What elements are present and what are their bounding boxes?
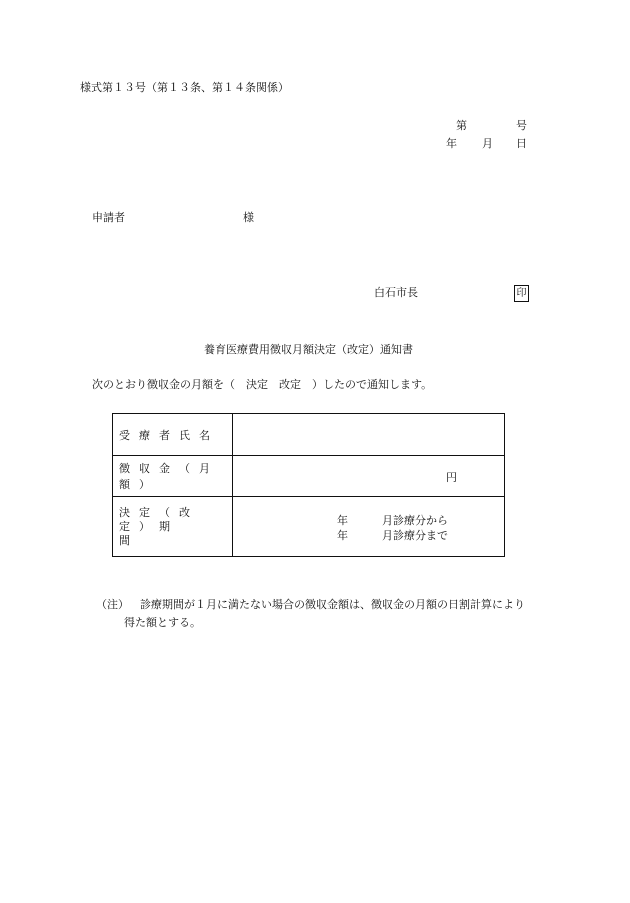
note-line2: 得た額とする。 <box>124 616 201 629</box>
doc-number-go: 号 <box>516 119 527 132</box>
amount-label <box>113 456 233 497</box>
period-to-text: 月診療分まで <box>382 529 448 542</box>
amount-label-text: 徴収金（月額） <box>119 462 219 491</box>
doc-number-dai: 第 <box>456 119 467 132</box>
note-line1: 診療期間が１月に満たない場合の徴収金額は、徴収金の月額の日割計算により <box>140 598 525 611</box>
table-row-period <box>113 497 505 557</box>
recipient-name-label <box>113 414 233 456</box>
applicant-honorific: 様 <box>243 211 254 224</box>
period-label-line1: 決定（改定）期 <box>119 505 199 533</box>
period-value <box>233 497 505 557</box>
details-table <box>112 413 505 557</box>
applicant-label: 申請者 <box>92 211 125 224</box>
form-number: 様式第１３号（第１３条、第１４条関係） <box>80 81 289 94</box>
note-marker: （注） <box>96 598 129 611</box>
period-from-text: 月診療分から <box>382 514 448 527</box>
seal-stamp: 印 <box>514 285 529 302</box>
table-row-recipient <box>113 414 505 456</box>
recipient-name-label-text: 受療者氏名 <box>119 428 219 442</box>
intro-text: 次のとおり徴収金の月額を（ 決定 改定 ）したので通知します。 <box>92 378 433 391</box>
period-label-line2: 間 <box>119 533 130 547</box>
period-to-year: 年 <box>337 529 348 542</box>
period-from-year: 年 <box>337 514 348 527</box>
date-day: 日 <box>516 137 527 150</box>
date-year: 年 <box>446 137 457 150</box>
issuer-title: 白石市長 <box>374 286 418 299</box>
document-title: 養育医療費用徴収月額決定（改定）通知書 <box>204 343 413 356</box>
table-row-amount <box>113 456 505 497</box>
recipient-name-value <box>233 414 505 456</box>
period-label <box>113 497 233 557</box>
date-month: 月 <box>482 137 493 150</box>
amount-value <box>233 456 505 497</box>
yen-unit: 円 <box>446 471 457 484</box>
